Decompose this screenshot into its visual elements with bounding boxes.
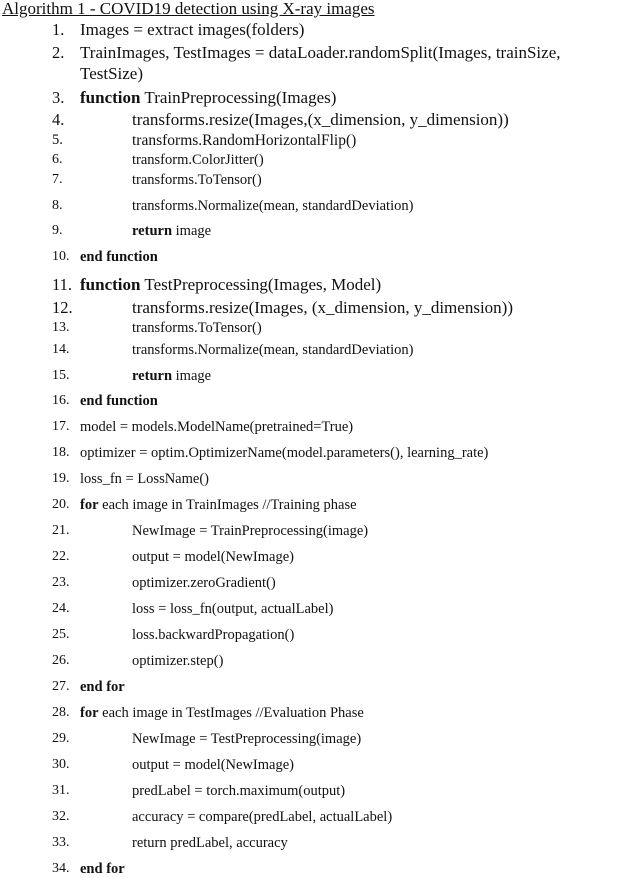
line-number: 13.: [52, 320, 70, 335]
line-code: [80, 705, 364, 722]
statement-text: transforms.resize(Images,(x_dimension, y_dimension)): [132, 110, 509, 129]
statement-text: loss_fn = LossName(): [80, 471, 209, 487]
statement-text: NewImage = TestPreprocessing(image): [132, 731, 362, 747]
line-number: 3.: [52, 88, 65, 107]
line-number: 29.: [52, 731, 70, 746]
statement-text: NewImage = TrainPreprocessing(image): [132, 523, 369, 539]
line-number: 18.: [52, 445, 70, 460]
statement-text: output = model(NewImage): [132, 757, 294, 773]
line-number: 11.: [52, 275, 73, 294]
line-code: [80, 393, 158, 410]
line-number: 20.: [52, 497, 70, 512]
line-code: [132, 342, 413, 359]
line-number: 12.: [52, 298, 73, 317]
line-number: 27.: [52, 679, 70, 694]
line-code: [80, 275, 381, 295]
statement-text: each image in TrainImages //Training phase: [102, 497, 357, 513]
line-code: [132, 757, 294, 774]
line-code: [132, 809, 392, 826]
keyword: function: [80, 275, 141, 294]
statement-text: Images = extract images(folders): [80, 20, 305, 39]
line-number: 21.: [52, 523, 70, 538]
line-number: 1.: [52, 20, 65, 39]
line-number: 24.: [52, 601, 70, 616]
line-number: 23.: [52, 575, 70, 590]
line-code: [132, 198, 413, 215]
line-code: [80, 88, 336, 108]
line-code: [80, 249, 158, 266]
line-code: [132, 549, 294, 566]
line-number: 14.: [52, 342, 70, 357]
line-number: 30.: [52, 757, 70, 772]
line-number: 8.: [52, 198, 63, 213]
statement-text: accuracy = compare(predLabel, actualLabel): [132, 809, 393, 825]
line-code: [132, 110, 509, 130]
statement-text: TestPreprocessing(Images, Model): [144, 275, 382, 294]
line-code: [132, 368, 211, 385]
statement-text: optimizer.zeroGradient(): [132, 575, 276, 591]
line-code: [132, 223, 211, 240]
line-number: 26.: [52, 653, 70, 668]
keyword: return: [132, 223, 173, 239]
line-number: 5.: [52, 132, 63, 148]
line-number: 15.: [52, 368, 70, 383]
keyword: return: [132, 368, 173, 384]
line-code: [80, 679, 125, 696]
statement-text: image: [175, 368, 212, 384]
statement-text: image: [175, 223, 212, 239]
keyword: for: [80, 705, 99, 721]
statement-text: each image in TestImages //Evaluation Phase: [102, 705, 364, 721]
statement-text: transform.ColorJitter(): [132, 152, 264, 168]
line-code: [132, 835, 288, 852]
statement-text: optimizer = optim.OptimizerName(model.parameters(), learning_rate): [80, 445, 489, 461]
line-number: 31.: [52, 783, 70, 798]
line-number: 6.: [52, 152, 63, 167]
line-code: [132, 627, 294, 644]
line-number: 7.: [52, 172, 63, 187]
line-code: [80, 471, 209, 488]
line-code: [132, 731, 361, 748]
line-number: 22.: [52, 549, 70, 564]
statement-text: loss = loss_fn(output, actualLabel): [132, 601, 334, 617]
line-number: 28.: [52, 705, 70, 720]
line-code: [132, 298, 513, 318]
line-number: 19.: [52, 471, 70, 486]
line-code: [132, 783, 345, 800]
statement-text: predLabel = torch.maximum(output): [132, 783, 346, 799]
keyword: end for: [80, 861, 125, 877]
keyword: function: [80, 88, 141, 107]
line-number: 34.: [52, 861, 70, 876]
line-code: [80, 445, 488, 462]
line-code: [132, 601, 333, 618]
statement-text: TrainPreprocessing(Images): [144, 88, 337, 107]
line-code: [132, 320, 262, 337]
keyword: end function: [80, 393, 158, 409]
statement-text: TestSize): [80, 64, 144, 83]
statement-text: transforms.resize(Images, (x_dimension, y_dimension)): [132, 298, 513, 317]
line-code: [132, 172, 262, 189]
keyword: for: [80, 497, 99, 513]
line-code: [132, 653, 223, 670]
line-code: [132, 152, 264, 169]
line-number: 17.: [52, 419, 70, 434]
line-code: [132, 575, 276, 592]
line-code: [132, 132, 356, 150]
line-code: [80, 43, 561, 63]
line-number: 25.: [52, 627, 70, 642]
statement-text: return predLabel, accuracy: [132, 835, 288, 851]
statement-text: transforms.ToTensor(): [132, 172, 262, 188]
algorithm-title: Algorithm 1 - COVID19 detection using X-ray images: [2, 0, 375, 18]
statement-text: output = model(NewImage): [132, 549, 294, 565]
line-number: 32.: [52, 809, 70, 824]
line-code: [80, 497, 357, 514]
statement-text: transforms.ToTensor(): [132, 320, 262, 336]
keyword: end for: [80, 679, 125, 695]
line-number: 4.: [52, 110, 65, 129]
line-code: [80, 419, 353, 436]
line-code: [132, 523, 368, 540]
line-number: 16.: [52, 393, 70, 408]
line-number: 9.: [52, 223, 63, 238]
line-number: 33.: [52, 835, 70, 850]
statement-text: optimizer.step(): [132, 653, 224, 669]
line-number: 10.: [52, 249, 70, 264]
keyword: end function: [80, 249, 158, 265]
statement-text: TrainImages, TestImages = dataLoader.randomSplit(Images, trainSize,: [80, 43, 561, 62]
statement-text: transforms.Normalize(mean, standardDeviation): [132, 342, 414, 358]
line-number: 2.: [52, 43, 65, 62]
statement-text: model = models.ModelName(pretrained=True): [80, 419, 354, 435]
line-code: [80, 861, 125, 878]
statement-text: transforms.RandomHorizontalFlip(): [132, 132, 357, 149]
statement-text: transforms.Normalize(mean, standardDeviation): [132, 198, 414, 214]
statement-text: loss.backwardPropagation(): [132, 627, 295, 643]
line-code: [80, 20, 304, 40]
line-code: [80, 64, 143, 84]
